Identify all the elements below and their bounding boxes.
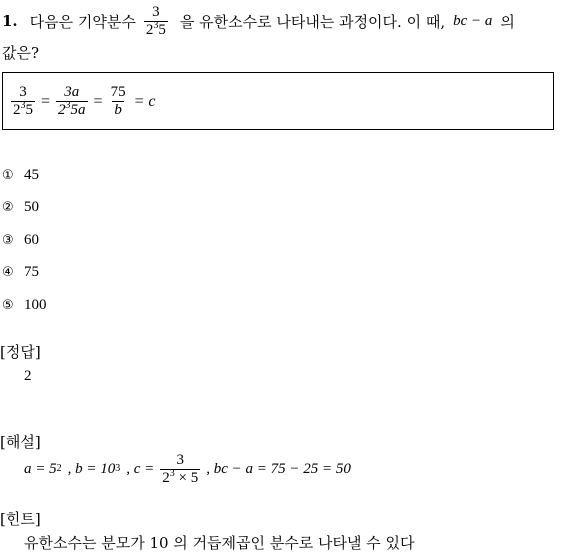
answer-value: 2 [24, 368, 32, 384]
choice-mark: ① [2, 168, 14, 183]
choice-value: 50 [24, 199, 39, 215]
choice-4[interactable] [2, 262, 39, 281]
hint-heading: [힌트] [0, 510, 41, 528]
choice-5[interactable] [2, 295, 47, 314]
choice-value: 60 [24, 232, 39, 248]
process-fraction-1: $\frac{3}{2^35}$ [13, 84, 33, 118]
question-fraction: $\frac{3}{2^35}$ [145, 3, 166, 38]
choice-mark: ④ [2, 265, 14, 280]
question-line-2: 값은? [2, 44, 40, 62]
choice-value: 75 [24, 264, 39, 280]
choice-mark: ⑤ [2, 298, 14, 313]
explanation-line: a = 5 2 , b = 10 3 , c = $\frac{3}{2^3 \times 5}$ , bc − a = 75 − 25 = 50 [24, 451, 351, 486]
choice-value: 45 [24, 167, 39, 183]
process-fraction-2: $\frac{3a}{2^35a}$ [58, 84, 86, 118]
answer-heading: [정답] [0, 343, 41, 361]
question-text-after: 을 유한소수로 나타내는 과정이다. 이 때, [179, 12, 446, 31]
choice-mark: ③ [2, 233, 14, 248]
question-text-end: 의 [500, 12, 515, 31]
explanation-fraction: $\frac{3}{2^3 \times 5}$ [162, 451, 199, 486]
choice-value: 100 [24, 297, 47, 313]
equals-sign-1: = [41, 92, 51, 110]
process-fraction-3: $\frac{75}{b}$ [110, 84, 126, 118]
question-number: 1. [2, 12, 18, 30]
choice-mark: ② [2, 200, 14, 215]
choice-1[interactable] [2, 165, 39, 184]
question-expression: bc − a [453, 12, 493, 29]
question-text-before: 다음은 기약분수 [29, 12, 136, 31]
choice-2[interactable] [2, 197, 39, 216]
hint-text: 유한소수는 분모가 10 의 거듭제곱인 분수로 나타낼 수 있다 [24, 534, 415, 552]
process-box [2, 72, 554, 130]
question-line-1 [2, 2, 515, 40]
explanation-heading: [해설] [0, 433, 41, 451]
equals-sign-2: = [93, 92, 103, 110]
choice-3[interactable] [2, 230, 39, 249]
equals-c: = c [133, 92, 156, 110]
process-equation [9, 84, 155, 119]
